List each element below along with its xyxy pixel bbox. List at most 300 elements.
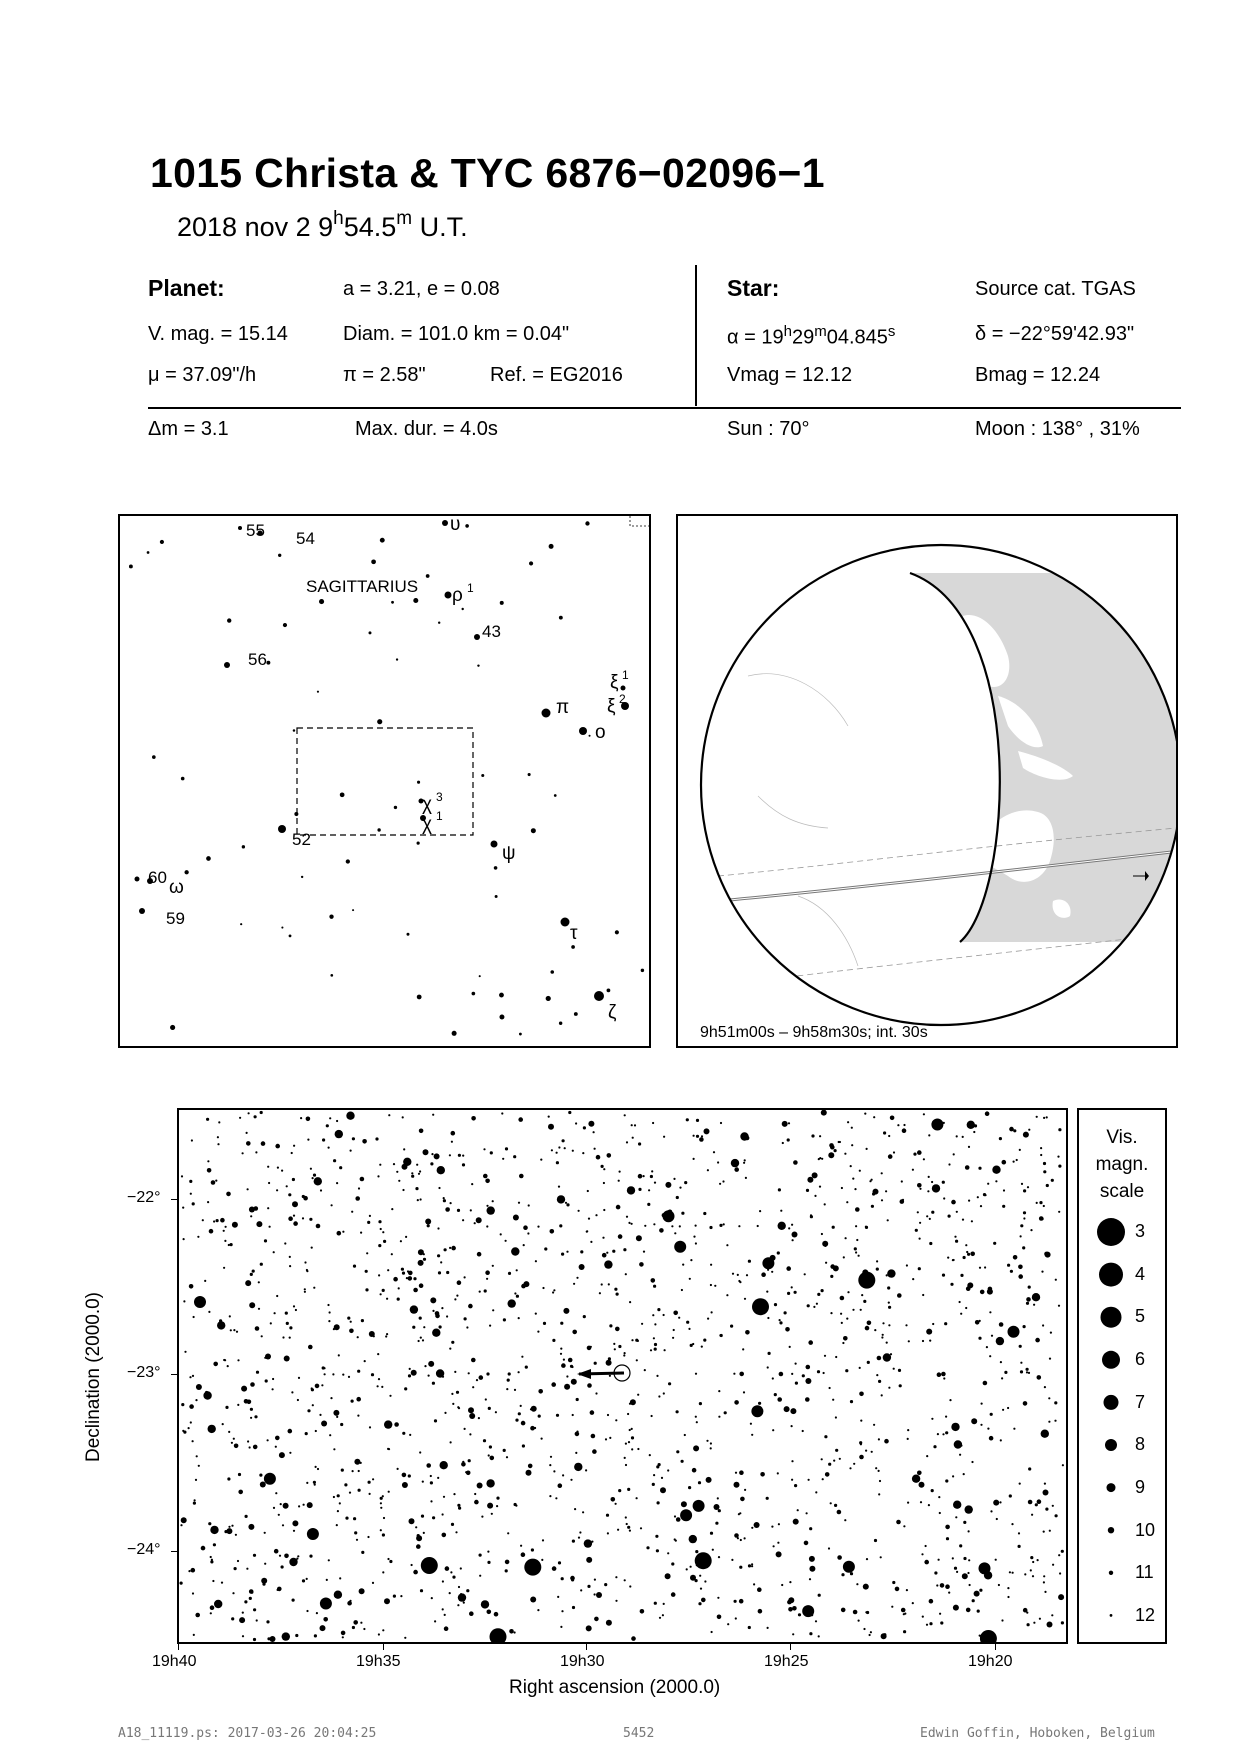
field-star [579, 1531, 581, 1533]
field-star [457, 1209, 460, 1212]
field-star [998, 1584, 1000, 1586]
field-star [987, 1183, 989, 1185]
field-star [393, 1163, 395, 1165]
field-star [561, 1253, 564, 1256]
field-star [719, 1224, 722, 1227]
field-star [690, 1566, 692, 1568]
field-star [686, 1321, 689, 1324]
field-star [349, 1492, 351, 1494]
field-star [432, 1516, 435, 1519]
field-star [1018, 1274, 1023, 1279]
field-star [456, 1391, 459, 1394]
field-star [307, 1528, 319, 1540]
field-star [923, 1158, 925, 1160]
field-star [337, 1231, 342, 1236]
field-star [602, 1253, 607, 1258]
field-star [249, 1446, 251, 1448]
field-star [639, 1262, 644, 1267]
field-star [233, 1329, 235, 1331]
field-star [751, 1527, 753, 1529]
field-star [500, 1233, 502, 1235]
field-star [402, 1473, 407, 1478]
field-star [487, 1206, 495, 1214]
field-star [953, 1153, 955, 1155]
field-star [881, 1172, 883, 1174]
field-star [379, 1164, 381, 1166]
globe-canvas [678, 516, 1176, 1046]
field-star [1011, 1523, 1013, 1525]
field-star [383, 1240, 386, 1243]
field-star [267, 1637, 270, 1640]
field-star [731, 1559, 733, 1561]
field-star [281, 1170, 283, 1172]
field-star [327, 1304, 329, 1306]
field-star [574, 1508, 576, 1510]
field-star [798, 1613, 801, 1616]
finder-star [585, 521, 589, 525]
field-star [306, 1578, 308, 1580]
field-star [474, 1493, 476, 1495]
field-star [225, 1226, 227, 1228]
field-star [440, 1261, 442, 1263]
field-star [718, 1509, 721, 1512]
field-star [707, 1169, 709, 1171]
field-star [739, 1372, 744, 1377]
field-star [537, 1609, 539, 1611]
field-star [516, 1295, 519, 1298]
field-star [326, 1579, 328, 1581]
field-star [771, 1526, 773, 1528]
field-star [607, 1153, 612, 1158]
field-star [450, 1202, 452, 1204]
field-star [194, 1499, 196, 1501]
field-star [1044, 1483, 1046, 1485]
field-star [876, 1260, 878, 1262]
field-star [423, 1258, 426, 1261]
field-star [298, 1505, 300, 1507]
field-star [917, 1471, 922, 1476]
finder-star [278, 554, 281, 557]
field-star [378, 1633, 380, 1635]
field-star [520, 1545, 522, 1547]
field-star [304, 1291, 306, 1293]
field-star [217, 1143, 219, 1145]
field-star [865, 1450, 867, 1452]
finder-star [147, 551, 150, 554]
field-star [260, 1482, 266, 1488]
field-star [806, 1365, 811, 1370]
field-star [617, 1529, 619, 1531]
field-star [549, 1464, 551, 1466]
field-star [688, 1328, 690, 1330]
legend-dot [1108, 1527, 1114, 1533]
field-star [1041, 1430, 1049, 1438]
field-star [686, 1568, 688, 1570]
field-star [211, 1180, 216, 1185]
field-star [304, 1288, 306, 1290]
field-star [386, 1333, 388, 1335]
field-star [855, 1225, 857, 1227]
finder-star [417, 995, 422, 1000]
field-star [987, 1428, 989, 1430]
field-star [463, 1602, 465, 1604]
field-star [411, 1172, 413, 1174]
field-star [268, 1182, 270, 1184]
field-star [1012, 1572, 1014, 1574]
field-star [817, 1370, 820, 1373]
field-star [443, 1496, 445, 1498]
field-star [565, 1202, 567, 1204]
field-star [934, 1571, 937, 1574]
field-star [681, 1289, 683, 1291]
field-star [1047, 1622, 1053, 1628]
field-star [1028, 1129, 1030, 1131]
field-star [855, 1251, 857, 1253]
field-star [322, 1138, 325, 1141]
field-star [339, 1577, 341, 1579]
page-title: 1015 Christa & TYC 6876−02096−1 [150, 150, 825, 196]
event-date: 2018 nov 2 9 [177, 212, 334, 242]
field-star [514, 1503, 517, 1506]
field-star [1049, 1530, 1051, 1532]
field-star [449, 1247, 451, 1249]
field-star [972, 1599, 975, 1602]
field-star [1024, 1573, 1026, 1575]
y-tick-label-22: −22° [127, 1189, 161, 1206]
field-star [1032, 1561, 1034, 1563]
finder-star [472, 992, 476, 996]
field-star [560, 1322, 563, 1325]
field-star [487, 1503, 493, 1509]
finder-star [479, 975, 481, 977]
field-star [942, 1274, 945, 1277]
finder-named-star [474, 634, 480, 640]
field-star [328, 1147, 330, 1149]
field-star [315, 1466, 317, 1468]
field-star [208, 1311, 210, 1313]
field-star [704, 1580, 706, 1582]
legend-dot [1101, 1307, 1122, 1328]
star-bmag: Bmag = 12.24 [975, 364, 1101, 386]
field-star [754, 1522, 760, 1528]
field-star [421, 1515, 424, 1518]
field-star [462, 1163, 465, 1166]
field-star [962, 1136, 964, 1138]
field-star [180, 1524, 182, 1526]
field-star [753, 1583, 755, 1585]
field-star [196, 1384, 202, 1390]
field-star [718, 1556, 720, 1558]
field-star [963, 1256, 966, 1259]
finder-star [380, 538, 385, 543]
field-star [884, 1439, 889, 1444]
field-star [578, 1210, 580, 1212]
field-star [249, 1589, 254, 1594]
field-star [1009, 1494, 1012, 1497]
field-star [862, 1269, 868, 1275]
field-star [485, 1398, 487, 1400]
field-star [371, 1373, 374, 1376]
max-duration: Max. dur. = 4.0s [355, 418, 498, 440]
field-star [995, 1180, 997, 1182]
x-tick-label-19h40: 19h40 [152, 1653, 197, 1670]
field-star [183, 1238, 185, 1240]
field-star [328, 1320, 330, 1322]
field-star [321, 1384, 323, 1386]
field-star [513, 1215, 519, 1221]
field-star [973, 1131, 975, 1133]
field-star [675, 1540, 677, 1542]
field-star [444, 1614, 446, 1616]
field-star [218, 1121, 220, 1123]
field-star [631, 1448, 633, 1450]
field-star [496, 1497, 499, 1500]
field-star [488, 1454, 490, 1456]
field-star [310, 1168, 312, 1170]
field-star [663, 1210, 675, 1222]
field-star [1028, 1372, 1030, 1374]
star-label-rho: ρ [452, 585, 463, 606]
field-star [1058, 1305, 1060, 1307]
field-star [601, 1165, 604, 1168]
field-star [329, 1311, 331, 1313]
finder-named-star [561, 918, 570, 927]
field-star [560, 1626, 562, 1628]
field-star [292, 1599, 295, 1602]
field-star [351, 1211, 353, 1213]
field-star [844, 1153, 846, 1155]
finder-star [152, 755, 156, 759]
field-star [293, 1215, 295, 1217]
field-star [743, 1162, 745, 1164]
field-star [734, 1600, 737, 1603]
field-star [587, 1383, 592, 1388]
field-star [606, 1514, 609, 1517]
field-star [663, 1314, 665, 1316]
field-star [213, 1220, 215, 1222]
field-star [307, 1409, 310, 1412]
field-star [897, 1124, 899, 1126]
field-star [662, 1614, 664, 1616]
field-star [229, 1315, 231, 1317]
field-star [875, 1467, 877, 1469]
field-star [189, 1376, 191, 1378]
field-star [637, 1448, 639, 1450]
field-star [841, 1187, 843, 1189]
field-star [926, 1624, 928, 1626]
field-star [417, 1534, 420, 1537]
finder-star [396, 658, 398, 660]
field-star [607, 1414, 609, 1416]
field-star [557, 1596, 559, 1598]
field-star [852, 1178, 854, 1180]
ra-prefix: α = 19 [727, 326, 784, 349]
field-star [881, 1336, 883, 1338]
star-label-43: 43 [482, 622, 501, 641]
field-star [629, 1301, 631, 1303]
field-star [329, 1434, 331, 1436]
field-star [824, 1203, 826, 1205]
field-star [653, 1223, 655, 1225]
field-star [207, 1160, 209, 1162]
field-star [1039, 1201, 1042, 1204]
field-star [223, 1230, 225, 1232]
field-star [452, 1576, 455, 1579]
field-star [566, 1375, 568, 1377]
field-star [654, 1348, 657, 1351]
field-star [818, 1594, 821, 1597]
field-star [357, 1336, 359, 1338]
field-star [638, 1188, 641, 1191]
field-star [439, 1325, 442, 1328]
field-star [320, 1625, 326, 1631]
field-star [430, 1500, 432, 1502]
field-star [896, 1520, 901, 1525]
field-star [256, 1371, 259, 1374]
field-star [1043, 1581, 1045, 1583]
field-star [580, 1589, 582, 1591]
field-star [292, 1178, 295, 1181]
field-star [971, 1461, 973, 1463]
field-star [485, 1270, 490, 1275]
field-star [979, 1320, 981, 1322]
field-star [572, 1540, 575, 1543]
field-star [931, 1211, 934, 1214]
field-star [226, 1192, 231, 1197]
field-star [776, 1551, 782, 1557]
field-star [253, 1638, 256, 1641]
field-star [904, 1613, 906, 1615]
field-star [416, 1164, 418, 1166]
field-star [307, 1139, 309, 1141]
field-star [582, 1511, 584, 1513]
field-star [951, 1423, 959, 1431]
field-star [830, 1145, 835, 1150]
field-star [920, 1501, 922, 1503]
field-star [363, 1628, 365, 1630]
field-star [643, 1175, 645, 1177]
field-star [419, 1283, 424, 1288]
field-star [787, 1292, 790, 1295]
field-star [939, 1512, 941, 1514]
field-star [876, 1374, 878, 1376]
x-tick-mark [178, 1644, 179, 1650]
field-star [508, 1272, 511, 1275]
field-star [302, 1195, 305, 1198]
field-star [378, 1244, 381, 1247]
field-star [730, 1325, 733, 1328]
field-star [1001, 1377, 1003, 1379]
field-star [609, 1375, 611, 1377]
field-star [275, 1144, 280, 1149]
field-star [903, 1124, 905, 1126]
field-star [785, 1327, 790, 1332]
field-star [492, 1200, 494, 1202]
field-star [584, 1539, 592, 1547]
field-star [1037, 1499, 1042, 1504]
field-star [210, 1605, 215, 1610]
field-star [978, 1337, 981, 1340]
field-star [181, 1517, 187, 1523]
field-star [456, 1295, 458, 1297]
field-star [551, 1149, 553, 1151]
field-star [852, 1309, 854, 1311]
field-star [342, 1231, 344, 1233]
field-star [491, 1513, 493, 1515]
field-star [560, 1353, 562, 1355]
field-star [983, 1381, 988, 1386]
field-star [615, 1503, 617, 1505]
finder-star [181, 777, 185, 781]
field-star [490, 1628, 507, 1642]
field-star [333, 1159, 336, 1162]
finder-star [550, 970, 554, 974]
field-star [1000, 1439, 1002, 1441]
field-star [256, 1619, 258, 1621]
field-star [795, 1363, 797, 1365]
field-star [353, 1265, 356, 1268]
field-star [784, 1406, 790, 1412]
field-star [419, 1170, 421, 1172]
finder-star [559, 616, 563, 620]
field-star [377, 1385, 379, 1387]
field-star [739, 1599, 744, 1604]
field-star [1019, 1483, 1021, 1485]
field-star [718, 1416, 720, 1418]
field-star [357, 1415, 359, 1417]
field-star [626, 1523, 628, 1525]
field-star [249, 1302, 255, 1308]
field-star [293, 1305, 295, 1307]
field-star [441, 1307, 443, 1309]
field-star [239, 1617, 245, 1623]
field-star [643, 1251, 645, 1253]
field-star [942, 1181, 945, 1184]
field-star [303, 1504, 305, 1506]
field-star [293, 1221, 298, 1226]
field-star [400, 1595, 402, 1597]
field-star [631, 1223, 633, 1225]
field-star [274, 1312, 276, 1314]
field-star [752, 1298, 769, 1315]
field-star [1033, 1622, 1035, 1624]
field-star [1007, 1264, 1010, 1267]
field-star [466, 1589, 469, 1592]
field-star [313, 1287, 315, 1289]
finder-star [227, 618, 231, 622]
field-star [901, 1180, 903, 1182]
field-star [1043, 1170, 1046, 1173]
field-star [572, 1414, 574, 1416]
field-star [837, 1510, 842, 1515]
field-star [438, 1187, 440, 1189]
field-star [1028, 1467, 1031, 1470]
field-star [637, 1394, 639, 1396]
field-star [929, 1242, 932, 1245]
field-star [275, 1492, 277, 1494]
field-star [680, 1509, 692, 1521]
field-star [673, 1178, 675, 1180]
corner-marker [630, 516, 649, 526]
field-star [678, 1317, 680, 1319]
field-star [1051, 1179, 1054, 1182]
field-star [238, 1473, 241, 1476]
field-star [888, 1302, 890, 1304]
field-star [1027, 1186, 1029, 1188]
field-star [933, 1445, 936, 1448]
field-star [835, 1449, 838, 1452]
field-star [335, 1130, 343, 1138]
